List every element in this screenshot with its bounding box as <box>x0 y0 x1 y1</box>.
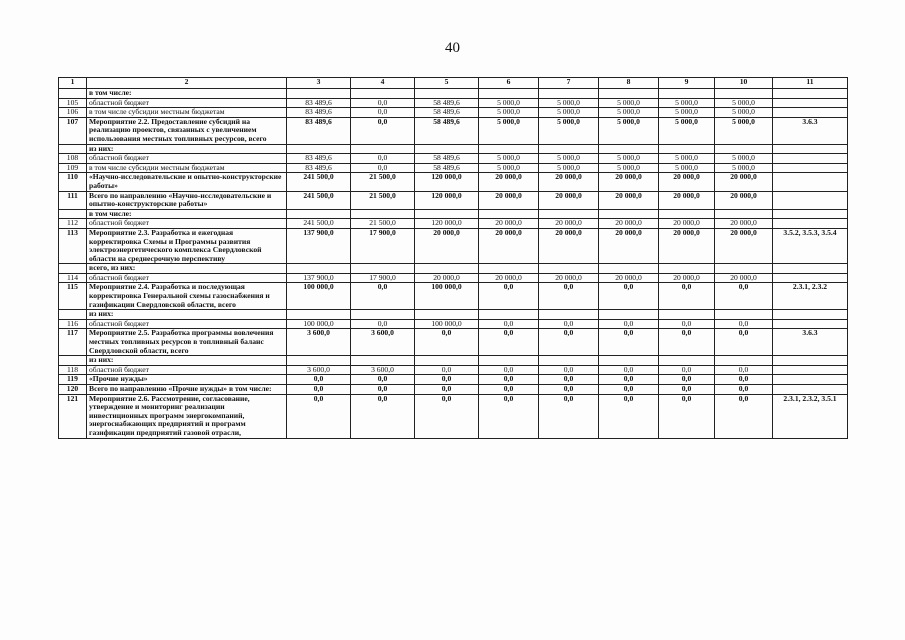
empty-cell <box>351 356 415 366</box>
value-cell: 0,0 <box>715 385 773 395</box>
row-number-empty <box>59 310 87 320</box>
target-indicator <box>773 375 848 385</box>
value-cell: 83 489,6 <box>287 98 351 108</box>
value-cell: 0,0 <box>479 283 539 310</box>
value-cell: 17 900,0 <box>351 228 415 263</box>
table-row <box>59 273 848 283</box>
row-number-empty <box>59 209 87 219</box>
row-number: 106 <box>59 108 87 118</box>
table-row <box>59 228 848 263</box>
value-cell: 21 500,0 <box>351 173 415 191</box>
empty-cell <box>715 209 773 219</box>
value-cell: 20 000,0 <box>599 191 659 209</box>
value-cell: 5 000,0 <box>599 163 659 173</box>
empty-cell <box>715 310 773 320</box>
empty-cell <box>479 310 539 320</box>
target-indicator: 3.6.3 <box>773 117 848 144</box>
value-cell: 3 600,0 <box>287 329 351 356</box>
value-cell: 20 000,0 <box>479 219 539 229</box>
empty-cell <box>479 264 539 274</box>
value-cell: 5 000,0 <box>659 154 715 164</box>
column-header: 3 <box>287 78 351 89</box>
value-cell: 5 000,0 <box>539 154 599 164</box>
value-cell: 20 000,0 <box>479 273 539 283</box>
row-subtitle: из них: <box>87 310 287 320</box>
value-cell: 20 000,0 <box>599 173 659 191</box>
value-cell: 83 489,6 <box>287 108 351 118</box>
empty-cell <box>773 356 848 366</box>
value-cell: 17 900,0 <box>351 273 415 283</box>
table-row <box>59 385 848 395</box>
empty-cell <box>287 209 351 219</box>
value-cell: 83 489,6 <box>287 154 351 164</box>
empty-cell <box>287 356 351 366</box>
page-number: 40 <box>445 40 460 56</box>
value-cell: 83 489,6 <box>287 117 351 144</box>
value-cell: 3 600,0 <box>287 365 351 375</box>
value-cell: 58 489,6 <box>415 154 479 164</box>
row-number: 108 <box>59 154 87 164</box>
value-cell: 100 000,0 <box>415 283 479 310</box>
target-indicator: 2.3.1, 2.3.2 <box>773 283 848 310</box>
empty-cell <box>351 209 415 219</box>
value-cell: 0,0 <box>415 329 479 356</box>
value-cell: 0,0 <box>659 385 715 395</box>
value-cell: 58 489,6 <box>415 163 479 173</box>
value-cell: 5 000,0 <box>479 117 539 144</box>
table-row <box>59 394 848 438</box>
empty-cell <box>599 209 659 219</box>
table-row <box>59 319 848 329</box>
column-header: 5 <box>415 78 479 89</box>
empty-cell <box>715 264 773 274</box>
value-cell: 20 000,0 <box>659 273 715 283</box>
value-cell: 0,0 <box>351 154 415 164</box>
table-row <box>59 283 848 310</box>
value-cell <box>287 89 351 99</box>
table-row-continuation <box>59 264 848 274</box>
value-cell: 5 000,0 <box>659 163 715 173</box>
empty-cell <box>351 264 415 274</box>
value-cell: 20 000,0 <box>539 219 599 229</box>
empty-cell <box>773 144 848 154</box>
value-cell: 100 000,0 <box>287 319 351 329</box>
value-cell: 20 000,0 <box>659 173 715 191</box>
value-cell: 0,0 <box>351 108 415 118</box>
value-cell: 5 000,0 <box>479 154 539 164</box>
value-cell: 5 000,0 <box>599 154 659 164</box>
value-cell: 0,0 <box>659 329 715 356</box>
value-cell: 0,0 <box>287 394 351 438</box>
table-row <box>59 117 848 144</box>
row-name: Мероприятие 2.3. Разработка и ежегодная корректировка Схемы и Программы развития электроэнергетического комплекса Свердловской области на среднесрочную перспективу <box>87 228 287 263</box>
row-number: 114 <box>59 273 87 283</box>
value-cell: 0,0 <box>659 365 715 375</box>
value-cell: 241 500,0 <box>287 173 351 191</box>
empty-cell <box>351 310 415 320</box>
value-cell: 5 000,0 <box>715 98 773 108</box>
row-name: «Прочие нужды» <box>87 375 287 385</box>
row-subtitle: из них: <box>87 356 287 366</box>
value-cell: 5 000,0 <box>539 98 599 108</box>
value-cell: 0,0 <box>599 329 659 356</box>
empty-cell <box>415 264 479 274</box>
value-cell: 0,0 <box>659 283 715 310</box>
value-cell: 20 000,0 <box>415 228 479 263</box>
table-row <box>59 89 848 99</box>
value-cell: 0,0 <box>715 365 773 375</box>
value-cell: 5 000,0 <box>539 108 599 118</box>
value-cell: 0,0 <box>715 394 773 438</box>
value-cell: 5 000,0 <box>539 163 599 173</box>
value-cell: 241 500,0 <box>287 191 351 209</box>
row-name: областной бюджет <box>87 98 287 108</box>
value-cell: 5 000,0 <box>599 117 659 144</box>
value-cell: 0,0 <box>659 319 715 329</box>
value-cell: 0,0 <box>539 394 599 438</box>
value-cell: 20 000,0 <box>415 273 479 283</box>
target-indicator <box>773 191 848 209</box>
value-cell: 0,0 <box>351 117 415 144</box>
empty-cell <box>287 310 351 320</box>
value-cell: 0,0 <box>599 365 659 375</box>
empty-cell <box>659 264 715 274</box>
value-cell: 20 000,0 <box>599 219 659 229</box>
value-cell: 0,0 <box>415 385 479 395</box>
value-cell <box>715 89 773 99</box>
value-cell: 0,0 <box>479 394 539 438</box>
table-row <box>59 329 848 356</box>
table-row <box>59 365 848 375</box>
value-cell: 0,0 <box>539 385 599 395</box>
value-cell: 0,0 <box>415 394 479 438</box>
value-cell: 21 500,0 <box>351 219 415 229</box>
value-cell: 20 000,0 <box>715 191 773 209</box>
empty-cell <box>539 356 599 366</box>
value-cell: 120 000,0 <box>415 173 479 191</box>
value-cell: 21 500,0 <box>351 191 415 209</box>
table-row <box>59 98 848 108</box>
row-subtitle: из них: <box>87 144 287 154</box>
column-header-row <box>59 78 848 89</box>
value-cell: 20 000,0 <box>659 219 715 229</box>
value-cell: 0,0 <box>479 329 539 356</box>
empty-cell <box>479 209 539 219</box>
empty-cell <box>715 356 773 366</box>
target-indicator <box>773 89 848 99</box>
row-subtitle: всего, из них: <box>87 264 287 274</box>
value-cell: 0,0 <box>479 319 539 329</box>
table-row-continuation <box>59 209 848 219</box>
empty-cell <box>539 144 599 154</box>
value-cell: 0,0 <box>659 394 715 438</box>
value-cell: 20 000,0 <box>715 173 773 191</box>
value-cell: 0,0 <box>539 319 599 329</box>
empty-cell <box>715 144 773 154</box>
value-cell: 0,0 <box>287 385 351 395</box>
value-cell: 58 489,6 <box>415 117 479 144</box>
value-cell: 5 000,0 <box>659 98 715 108</box>
value-cell: 5 000,0 <box>479 98 539 108</box>
value-cell: 120 000,0 <box>415 191 479 209</box>
value-cell: 20 000,0 <box>479 191 539 209</box>
empty-cell <box>659 144 715 154</box>
row-name: Мероприятие 2.4. Разработка и последующая корректировка Генеральной схемы газоснабжения и газификации Свердловской области, всего <box>87 283 287 310</box>
value-cell: 20 000,0 <box>599 228 659 263</box>
column-header: 11 <box>773 78 848 89</box>
table-row-continuation <box>59 356 848 366</box>
value-cell: 0,0 <box>715 283 773 310</box>
target-indicator <box>773 108 848 118</box>
value-cell: 0,0 <box>539 329 599 356</box>
value-cell: 58 489,6 <box>415 108 479 118</box>
target-indicator <box>773 385 848 395</box>
value-cell: 0,0 <box>287 375 351 385</box>
value-cell: 20 000,0 <box>715 228 773 263</box>
column-header: 6 <box>479 78 539 89</box>
empty-cell <box>539 209 599 219</box>
value-cell: 137 900,0 <box>287 273 351 283</box>
value-cell: 20 000,0 <box>539 191 599 209</box>
row-name: в том числе субсидии местным бюджетам <box>87 163 287 173</box>
table-row <box>59 108 848 118</box>
value-cell: 5 000,0 <box>659 117 715 144</box>
target-indicator <box>773 154 848 164</box>
table-row <box>59 191 848 209</box>
table-row-continuation <box>59 310 848 320</box>
row-number: 120 <box>59 385 87 395</box>
column-header: 10 <box>715 78 773 89</box>
empty-cell <box>659 356 715 366</box>
value-cell: 83 489,6 <box>287 163 351 173</box>
value-cell <box>479 89 539 99</box>
row-number: 111 <box>59 191 87 209</box>
value-cell: 0,0 <box>659 375 715 385</box>
row-name: областной бюджет <box>87 273 287 283</box>
value-cell: 20 000,0 <box>599 273 659 283</box>
value-cell: 20 000,0 <box>539 273 599 283</box>
value-cell: 20 000,0 <box>479 228 539 263</box>
row-number: 109 <box>59 163 87 173</box>
table-row-continuation <box>59 144 848 154</box>
empty-cell <box>773 310 848 320</box>
value-cell: 0,0 <box>599 385 659 395</box>
row-number: 105 <box>59 98 87 108</box>
value-cell <box>351 89 415 99</box>
value-cell: 0,0 <box>351 163 415 173</box>
value-cell: 20 000,0 <box>659 191 715 209</box>
value-cell: 0,0 <box>715 319 773 329</box>
empty-cell <box>599 144 659 154</box>
value-cell: 20 000,0 <box>539 173 599 191</box>
value-cell <box>415 89 479 99</box>
empty-cell <box>659 209 715 219</box>
target-indicator: 2.3.1, 2.3.2, 3.5.1 <box>773 394 848 438</box>
table-row <box>59 219 848 229</box>
column-header: 4 <box>351 78 415 89</box>
value-cell: 5 000,0 <box>599 98 659 108</box>
value-cell: 0,0 <box>715 329 773 356</box>
empty-cell <box>539 310 599 320</box>
empty-cell <box>287 144 351 154</box>
table-body <box>59 78 848 439</box>
budget-table <box>58 77 848 439</box>
empty-cell <box>773 264 848 274</box>
target-indicator <box>773 365 848 375</box>
value-cell: 0,0 <box>539 375 599 385</box>
column-header: 7 <box>539 78 599 89</box>
value-cell: 0,0 <box>351 319 415 329</box>
value-cell: 0,0 <box>351 283 415 310</box>
row-number-empty <box>59 144 87 154</box>
value-cell: 5 000,0 <box>715 108 773 118</box>
row-name: Мероприятие 2.2. Предоставление субсидий на реализацию проектов, связанных с увеличением использования местных топливных ресурсов, всего <box>87 117 287 144</box>
value-cell: 0,0 <box>599 375 659 385</box>
row-number <box>59 89 87 99</box>
empty-cell <box>479 356 539 366</box>
row-number: 115 <box>59 283 87 310</box>
empty-cell <box>287 264 351 274</box>
table-row <box>59 375 848 385</box>
value-cell: 241 500,0 <box>287 219 351 229</box>
table-row <box>59 154 848 164</box>
value-cell <box>599 89 659 99</box>
value-cell: 20 000,0 <box>715 219 773 229</box>
row-number: 110 <box>59 173 87 191</box>
value-cell: 100 000,0 <box>287 283 351 310</box>
empty-cell <box>599 264 659 274</box>
value-cell: 0,0 <box>599 319 659 329</box>
value-cell: 0,0 <box>539 365 599 375</box>
value-cell: 0,0 <box>351 394 415 438</box>
value-cell: 0,0 <box>415 365 479 375</box>
target-indicator: 3.5.2, 3.5.3, 3.5.4 <box>773 228 848 263</box>
value-cell: 5 000,0 <box>659 108 715 118</box>
value-cell: 5 000,0 <box>715 154 773 164</box>
row-name: в том числе: <box>87 89 287 99</box>
empty-cell <box>599 310 659 320</box>
value-cell: 0,0 <box>415 375 479 385</box>
row-name: в том числе субсидии местным бюджетам <box>87 108 287 118</box>
target-indicator <box>773 219 848 229</box>
empty-cell <box>659 310 715 320</box>
value-cell: 5 000,0 <box>539 117 599 144</box>
value-cell: 5 000,0 <box>479 108 539 118</box>
row-name: «Научно-исследовательские и опытно-конструкторские работы» <box>87 173 287 191</box>
empty-cell <box>351 144 415 154</box>
row-name: Всего по направлению «Прочие нужды» в том числе: <box>87 385 287 395</box>
value-cell <box>659 89 715 99</box>
value-cell: 137 900,0 <box>287 228 351 263</box>
row-name: областной бюджет <box>87 154 287 164</box>
row-number: 118 <box>59 365 87 375</box>
row-number-empty <box>59 264 87 274</box>
row-number: 119 <box>59 375 87 385</box>
value-cell: 3 600,0 <box>351 329 415 356</box>
row-name: Всего по направлению «Научно-исследовательские и опытно-конструкторские работы» <box>87 191 287 209</box>
row-number: 113 <box>59 228 87 263</box>
target-indicator <box>773 163 848 173</box>
row-number-empty <box>59 356 87 366</box>
row-name: Мероприятие 2.6. Рассмотрение, согласование, утверждение и мониторинг реализации инвестиционных программ энергокомпаний, энергоснабжающих предприятий и программ газификации предприятий газовой отрасли, <box>87 394 287 438</box>
value-cell: 0,0 <box>351 375 415 385</box>
target-indicator <box>773 98 848 108</box>
value-cell: 0,0 <box>599 394 659 438</box>
value-cell: 0,0 <box>351 98 415 108</box>
empty-cell <box>599 356 659 366</box>
row-number: 112 <box>59 219 87 229</box>
row-name: Мероприятие 2.5. Разработка программы вовлечения местных топливных ресурсов в топливный баланс Свердловской области, всего <box>87 329 287 356</box>
value-cell: 0,0 <box>479 385 539 395</box>
value-cell: 20 000,0 <box>659 228 715 263</box>
target-indicator <box>773 319 848 329</box>
value-cell: 0,0 <box>715 375 773 385</box>
empty-cell <box>415 356 479 366</box>
target-indicator <box>773 173 848 191</box>
value-cell: 5 000,0 <box>715 163 773 173</box>
row-name: областной бюджет <box>87 365 287 375</box>
table-row <box>59 173 848 191</box>
value-cell: 3 600,0 <box>351 365 415 375</box>
row-name: областной бюджет <box>87 319 287 329</box>
row-name: областной бюджет <box>87 219 287 229</box>
value-cell: 5 000,0 <box>715 117 773 144</box>
empty-cell <box>415 144 479 154</box>
table-row <box>59 163 848 173</box>
value-cell: 0,0 <box>599 283 659 310</box>
column-header: 1 <box>59 78 87 89</box>
row-number: 116 <box>59 319 87 329</box>
value-cell: 100 000,0 <box>415 319 479 329</box>
value-cell: 5 000,0 <box>599 108 659 118</box>
value-cell: 58 489,6 <box>415 98 479 108</box>
empty-cell <box>415 310 479 320</box>
value-cell: 0,0 <box>539 283 599 310</box>
value-cell: 20 000,0 <box>715 273 773 283</box>
row-number: 107 <box>59 117 87 144</box>
value-cell: 20 000,0 <box>479 173 539 191</box>
column-header: 9 <box>659 78 715 89</box>
empty-cell <box>479 144 539 154</box>
value-cell: 5 000,0 <box>479 163 539 173</box>
column-header: 2 <box>87 78 287 89</box>
row-number: 117 <box>59 329 87 356</box>
value-cell: 0,0 <box>351 385 415 395</box>
empty-cell <box>773 209 848 219</box>
empty-cell <box>539 264 599 274</box>
row-number: 121 <box>59 394 87 438</box>
value-cell: 0,0 <box>479 375 539 385</box>
target-indicator <box>773 273 848 283</box>
row-subtitle: в том числе: <box>87 209 287 219</box>
value-cell: 120 000,0 <box>415 219 479 229</box>
value-cell: 20 000,0 <box>539 228 599 263</box>
empty-cell <box>415 209 479 219</box>
value-cell <box>539 89 599 99</box>
value-cell: 0,0 <box>479 365 539 375</box>
target-indicator: 3.6.3 <box>773 329 848 356</box>
column-header: 8 <box>599 78 659 89</box>
